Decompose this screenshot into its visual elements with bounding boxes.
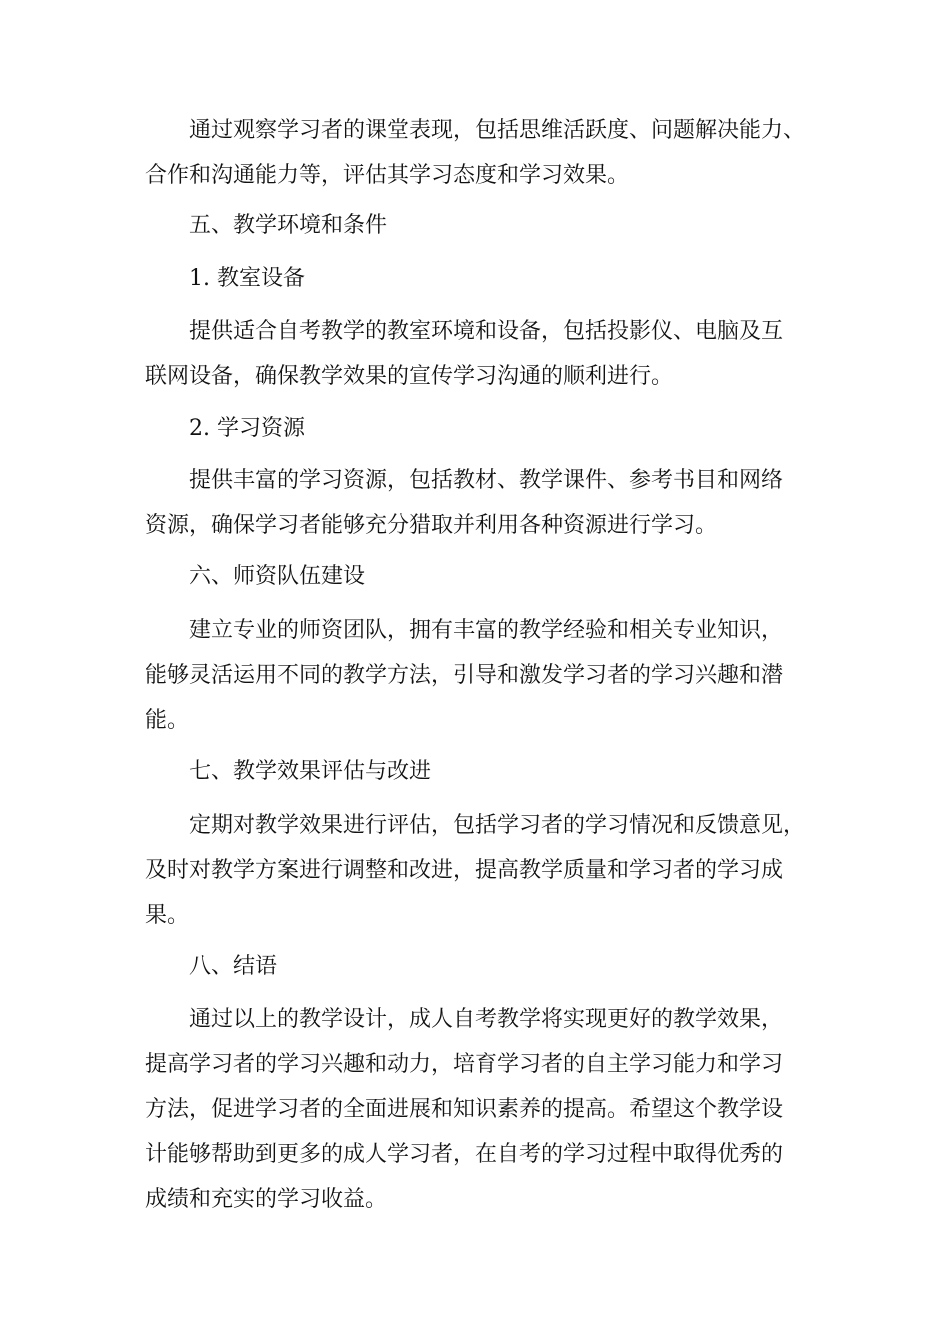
section-heading: 八、结语: [189, 954, 278, 979]
section-heading: 七、教学效果评估与改进: [189, 759, 432, 784]
section-heading: 五、教学环境和条件: [189, 213, 388, 238]
body-paragraph-line: 提高学习者的学习兴趣和动力，培育学习者的自主学习能力和学习: [145, 1052, 784, 1077]
section-heading: 六、师资队伍建设: [189, 564, 366, 589]
body-paragraph-line: 合作和沟通能力等，评估其学习态度和学习效果。: [145, 163, 630, 188]
body-paragraph-line: 建立专业的师资团队，拥有丰富的教学经验和相关专业知识，: [189, 618, 784, 643]
body-paragraph-line: 果。: [145, 903, 190, 928]
body-paragraph-line: 提供丰富的学习资源，包括教材、教学课件、参考书目和网络: [189, 468, 784, 493]
body-paragraph-line: 及时对教学方案进行调整和改进，提高教学质量和学习者的学习成: [145, 858, 784, 883]
body-paragraph-line: 成绩和充实的学习收益。: [145, 1187, 388, 1212]
body-paragraph-line: 通过以上的教学设计，成人自考教学将实现更好的教学效果，: [189, 1007, 784, 1032]
subsection-heading: 1. 教室设备: [189, 266, 305, 291]
body-paragraph-line: 资源，确保学习者能够充分猎取并利用各种资源进行学习。: [145, 513, 718, 538]
body-paragraph-line: 计能够帮助到更多的成人学习者，在自考的学习过程中取得优秀的: [145, 1142, 784, 1167]
body-paragraph-line: 联网设备，确保教学效果的宣传学习沟通的顺利进行。: [145, 364, 674, 389]
body-paragraph-line: 能。: [145, 708, 190, 733]
subsection-heading: 2. 学习资源: [189, 416, 305, 441]
body-paragraph-line: 方法，促进学习者的全面进展和知识素养的提高。希望这个教学设: [145, 1097, 784, 1122]
body-paragraph-line: 定期对教学效果进行评估，包括学习者的学习情况和反馈意见，: [189, 813, 806, 838]
body-paragraph-line: 能够灵活运用不同的教学方法，引导和激发学习者的学习兴趣和潜: [145, 663, 784, 688]
body-paragraph-line: 提供适合自考教学的教室环境和设备，包括投影仪、电脑及互: [189, 319, 784, 344]
body-paragraph-line: 通过观察学习者的课堂表现，包括思维活跃度、问题解决能力、: [189, 118, 806, 143]
